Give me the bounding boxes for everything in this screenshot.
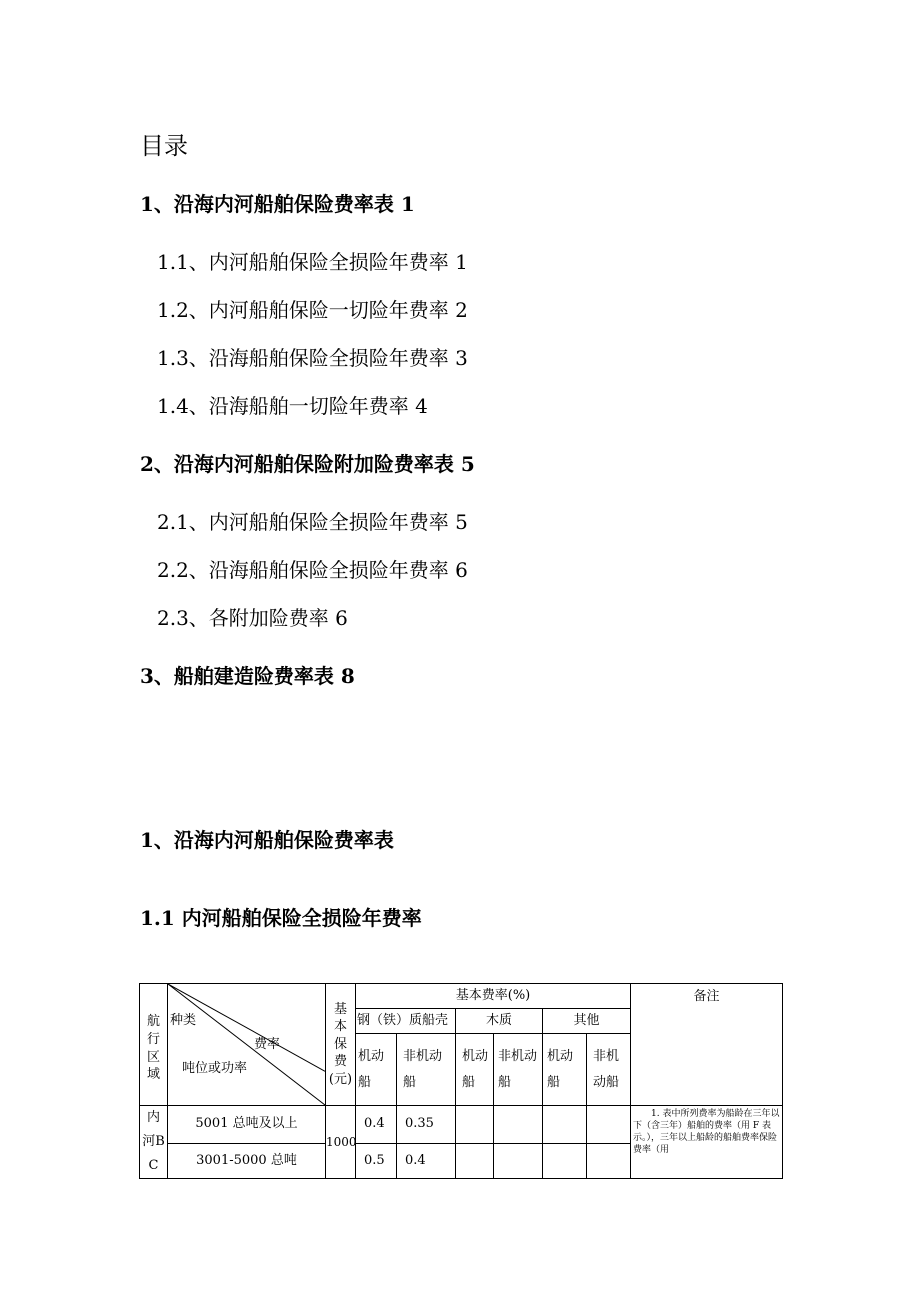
base-premium-cell: 1000	[326, 1106, 356, 1179]
diagonal-header	[168, 984, 326, 1106]
other-header: 其他	[543, 1009, 631, 1034]
section-heading: 1、沿海内河船舶保险费率表	[140, 828, 394, 852]
base-premium-header: 基本保费(元)	[326, 984, 356, 1106]
diag-tonnage-label: 吨位或功率	[182, 1061, 248, 1076]
toc-entry[interactable]: 2、沿海内河船舶保险附加险费率表 5	[140, 452, 475, 476]
note-cell	[631, 1106, 783, 1179]
rate-cell	[494, 1106, 543, 1144]
wood-motor-header: 机动船	[456, 1034, 494, 1106]
toc-entry[interactable]: 1、沿海内河船舶保险费率表 1	[140, 192, 415, 216]
toc-entry[interactable]: 1.2、内河船舶保险一切险年费率 2	[157, 298, 468, 322]
other-motor-header: 机动船	[543, 1034, 587, 1106]
toc-entry[interactable]: 2.1、内河船舶保险全损险年费率 5	[157, 510, 468, 534]
steel-hull-header: 钢（铁）质船壳	[356, 1009, 456, 1034]
rate-cell	[456, 1106, 494, 1144]
diag-rate-label: 费率	[254, 1037, 281, 1052]
note-header: 备注	[631, 984, 783, 1106]
other-nonmotor-header: 非机动船	[587, 1034, 631, 1106]
toc-entry[interactable]: 1.4、沿海船舶一切险年费率 4	[157, 394, 428, 418]
toc-entry[interactable]: 1.1、内河船舶保险全损险年费率 1	[157, 250, 468, 274]
toc-title: 目录	[140, 132, 188, 160]
rate-table	[139, 983, 783, 1179]
rate-cell: 0.35	[397, 1106, 456, 1144]
wood-nonmotor-header: 非机动船	[494, 1034, 543, 1106]
rate-cell	[456, 1143, 494, 1178]
steel-nonmotor-header: 非机动船	[397, 1034, 456, 1106]
rate-cell	[587, 1143, 631, 1178]
rate-cell: 0.5	[356, 1143, 397, 1178]
tonnage-cell: 5001 总吨及以上	[168, 1106, 326, 1144]
diag-type-label: 种类	[170, 1013, 197, 1028]
region-header: 航行区域	[140, 984, 168, 1106]
toc-entry[interactable]: 2.3、各附加险费率 6	[157, 606, 348, 630]
steel-motor-header: 机动船	[356, 1034, 397, 1106]
rate-cell	[494, 1143, 543, 1178]
toc-entry[interactable]: 2.2、沿海船舶保险全损险年费率 6	[157, 558, 468, 582]
section-subheading: 1.1 内河船舶保险全损险年费率	[140, 906, 422, 930]
toc-entry[interactable]: 1.3、沿海船舶保险全损险年费率 3	[157, 346, 468, 370]
base-rate-header: 基本费率(%)	[356, 984, 631, 1009]
toc-entry[interactable]: 3、船舶建造险费率表 8	[140, 664, 355, 688]
rate-cell: 0.4	[397, 1143, 456, 1178]
note-text: 1. 表中所列费率为船龄在三年以下（含三年）船舶的费率（用 F 表示。），三年以上船龄的船舶费率保险费率（用	[633, 1109, 780, 1156]
region-cell: 内河BC	[140, 1106, 168, 1179]
rate-cell	[543, 1143, 587, 1178]
diagonal-lines	[168, 984, 325, 1105]
tonnage-cell: 3001-5000 总吨	[168, 1143, 326, 1178]
rate-cell	[543, 1106, 587, 1144]
rate-cell	[587, 1106, 631, 1144]
wood-header: 木质	[456, 1009, 543, 1034]
rate-cell: 0.4	[356, 1106, 397, 1144]
